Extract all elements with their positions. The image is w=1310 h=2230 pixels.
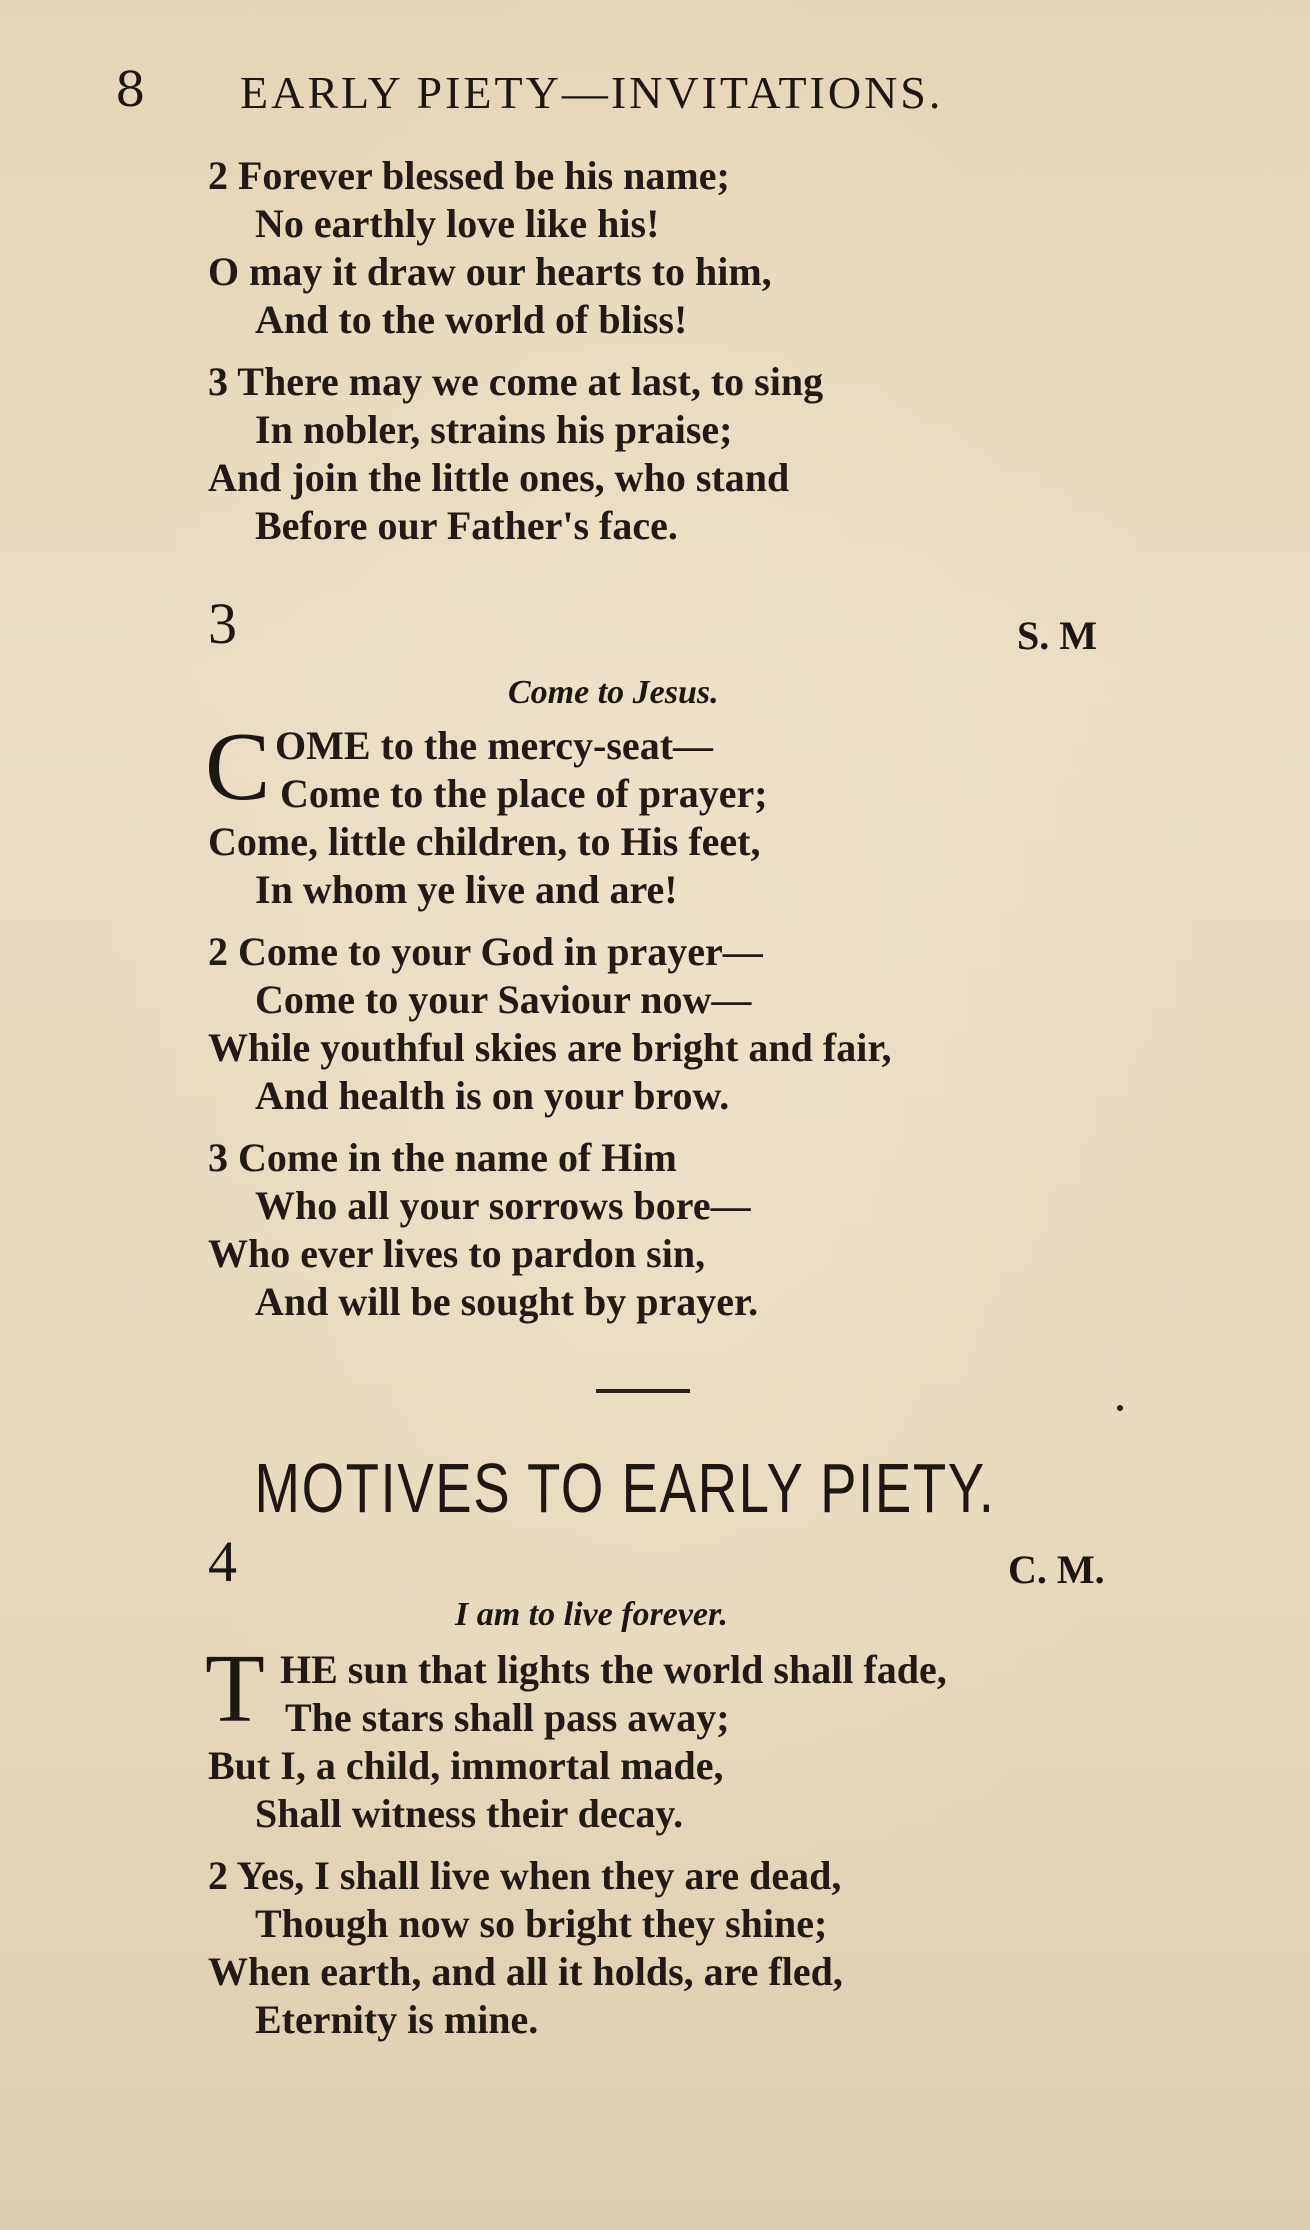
- verse-line: And health is on your brow.: [255, 1073, 730, 1118]
- verse-line: No earthly love like his!: [255, 201, 660, 246]
- verse-line: Before our Father's face.: [255, 503, 678, 548]
- verse-line: While youthful skies are bright and fair,: [208, 1025, 892, 1070]
- verse-line: O may it draw our hearts to him,: [208, 249, 772, 294]
- verse-line: And will be sought by prayer.: [255, 1279, 759, 1324]
- page-number: 8: [115, 62, 147, 118]
- verse-line: When earth, and all it holds, are fled,: [208, 1949, 843, 1994]
- verse-line: And join the little ones, who stand: [208, 455, 790, 500]
- drop-cap: T: [205, 1635, 265, 1743]
- verse-line: HE sun that lights the world shall fade,: [280, 1647, 947, 1692]
- verse-line: Come to your Saviour now—: [255, 977, 752, 1022]
- hymn-meter: C. M.: [1008, 1547, 1105, 1592]
- section-divider: [596, 1389, 690, 1393]
- hymn-subtitle: I am to live forever.: [455, 1596, 728, 1633]
- verse-line: Who all your sorrows bore—: [255, 1183, 751, 1228]
- hymn-subtitle: Come to Jesus.: [508, 674, 719, 711]
- section-heading: MOTIVES TO EARLY PIETY.: [254, 1449, 996, 1527]
- hymn-meter: S. M: [1017, 613, 1097, 658]
- verse-line: Come to the place of prayer;: [280, 771, 768, 816]
- ink-speck: [1117, 1405, 1123, 1411]
- running-header: EARLY PIETY—INVITATIONS.: [240, 67, 944, 118]
- verse-line: And to the world of bliss!: [255, 297, 688, 342]
- verse-line: Come, little children, to His feet,: [208, 819, 761, 864]
- verse-line: 2 Come to your God in prayer—: [208, 929, 763, 974]
- hymn-number: 4: [208, 1529, 237, 1594]
- verse-line: In nobler, strains his praise;: [255, 407, 733, 452]
- verse-line: 2 Forever blessed be his name;: [208, 153, 730, 198]
- verse-line: OME to the mercy-seat—: [275, 723, 714, 768]
- verse-line: Though now so bright they shine;: [255, 1901, 828, 1946]
- verse-line: The stars shall pass away;: [285, 1695, 730, 1740]
- verse-line: Eternity is mine.: [255, 1997, 539, 2042]
- verse-line: 3 Come in the name of Him: [208, 1135, 677, 1180]
- verse-line: 3 There may we come at last, to sing: [208, 359, 824, 404]
- verse-line: But I, a child, immortal made,: [208, 1743, 724, 1788]
- hymn-number: 3: [208, 591, 237, 656]
- verse-line: 2 Yes, I shall live when they are dead,: [208, 1853, 842, 1898]
- verse-line: Shall witness their decay.: [255, 1791, 684, 1836]
- verse-line: Who ever lives to pardon sin,: [208, 1231, 706, 1276]
- verse-line: In whom ye live and are!: [255, 867, 678, 912]
- drop-cap: C: [205, 713, 271, 821]
